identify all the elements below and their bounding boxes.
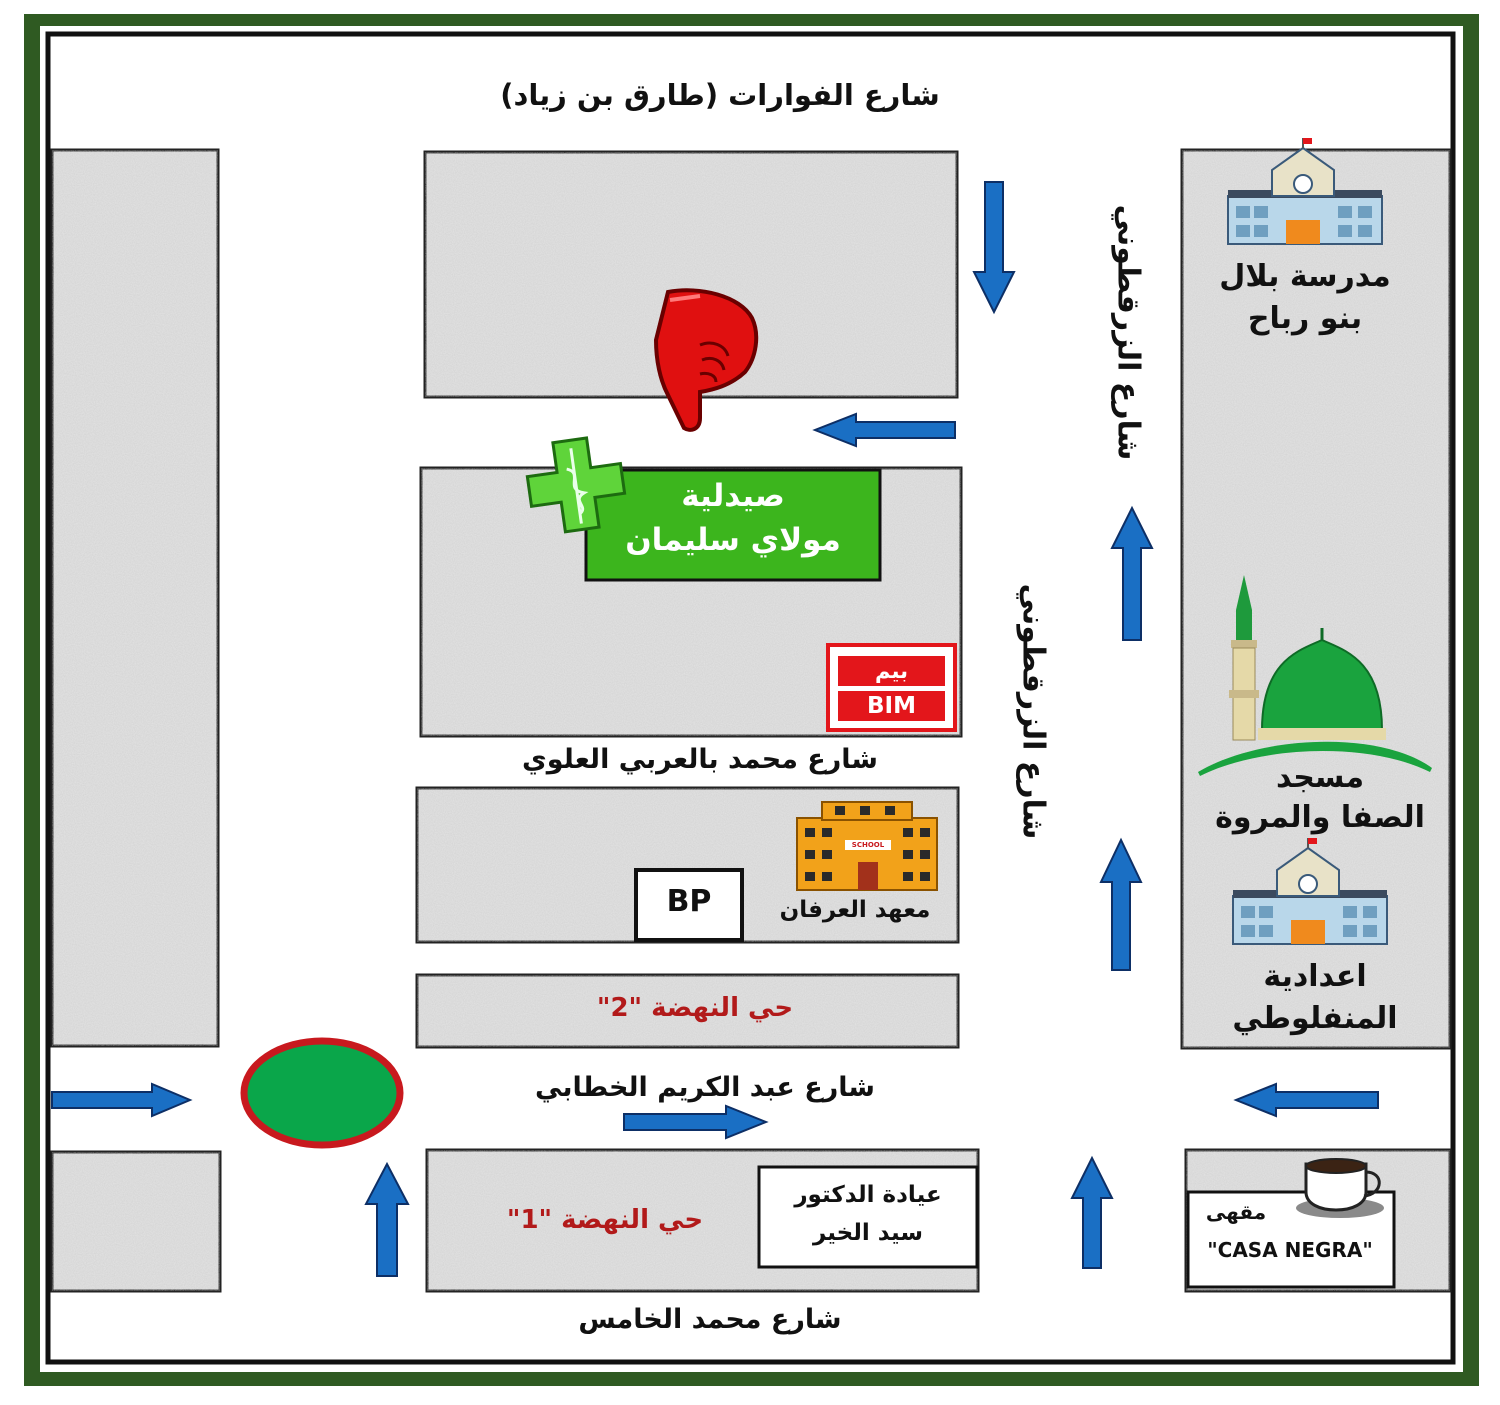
clinic-line-1: عيادة الدكتور bbox=[794, 1182, 942, 1208]
clinic-line-2: سيد الخير bbox=[812, 1220, 924, 1246]
clinic-label bbox=[759, 1176, 977, 1252]
street-larbi-alaoui-label: شارع محمد بالعربي العلوي bbox=[522, 744, 878, 775]
mosque-line-2: الصفا والمروة bbox=[1215, 800, 1425, 835]
street-khattabi-label: شارع عبد الكريم الخطابي bbox=[535, 1072, 875, 1103]
manfalouti-label bbox=[1200, 956, 1430, 1040]
bim-latin-text: BIM bbox=[867, 693, 916, 719]
pharmacy-line-2: مولاي سليمان bbox=[625, 522, 841, 558]
bilal-line-2: بنو رباح bbox=[1247, 301, 1363, 336]
street-top-label: شارع الفوارات (طارق بن زياد) bbox=[500, 78, 940, 112]
street-mohammed-v-label: شارع محمد الخامس bbox=[578, 1304, 842, 1335]
nahda2-label: حي النهضة "2" bbox=[596, 993, 794, 1023]
street-zerktouni-label-lower: شارع الزرقطوني bbox=[1015, 583, 1051, 840]
pharmacy-label bbox=[586, 474, 880, 562]
manfalouti-line-2: المنفلوطي bbox=[1232, 1001, 1398, 1036]
block-left-tall bbox=[52, 150, 218, 1046]
manfalouti-line-1: اعدادية bbox=[1263, 959, 1367, 994]
institute-label: معهد العرفان bbox=[779, 897, 931, 923]
street-zerktouni-label-upper: شارع الزرقطوني bbox=[1110, 204, 1146, 461]
roundabout-icon bbox=[244, 1041, 400, 1145]
nahda1-label: حي النهضة "1" bbox=[506, 1205, 704, 1235]
cafe-label-arabic: مقهى bbox=[1205, 1200, 1267, 1224]
bim-arabic-text: بيم bbox=[875, 659, 908, 683]
school-sign-text: SCHOOL bbox=[851, 841, 885, 849]
block-bottom-left bbox=[52, 1152, 220, 1291]
bilal-school-label bbox=[1190, 256, 1420, 340]
cafe-label-latin: "CASA NEGRA" bbox=[1207, 1238, 1373, 1262]
mosque-line-1: مسجد bbox=[1275, 760, 1365, 795]
mosque-label bbox=[1190, 758, 1450, 838]
bilal-line-1: مدرسة بلال bbox=[1219, 259, 1391, 294]
pharmacy-line-1: صيدلية bbox=[681, 478, 785, 514]
bp-label: BP bbox=[666, 884, 712, 919]
